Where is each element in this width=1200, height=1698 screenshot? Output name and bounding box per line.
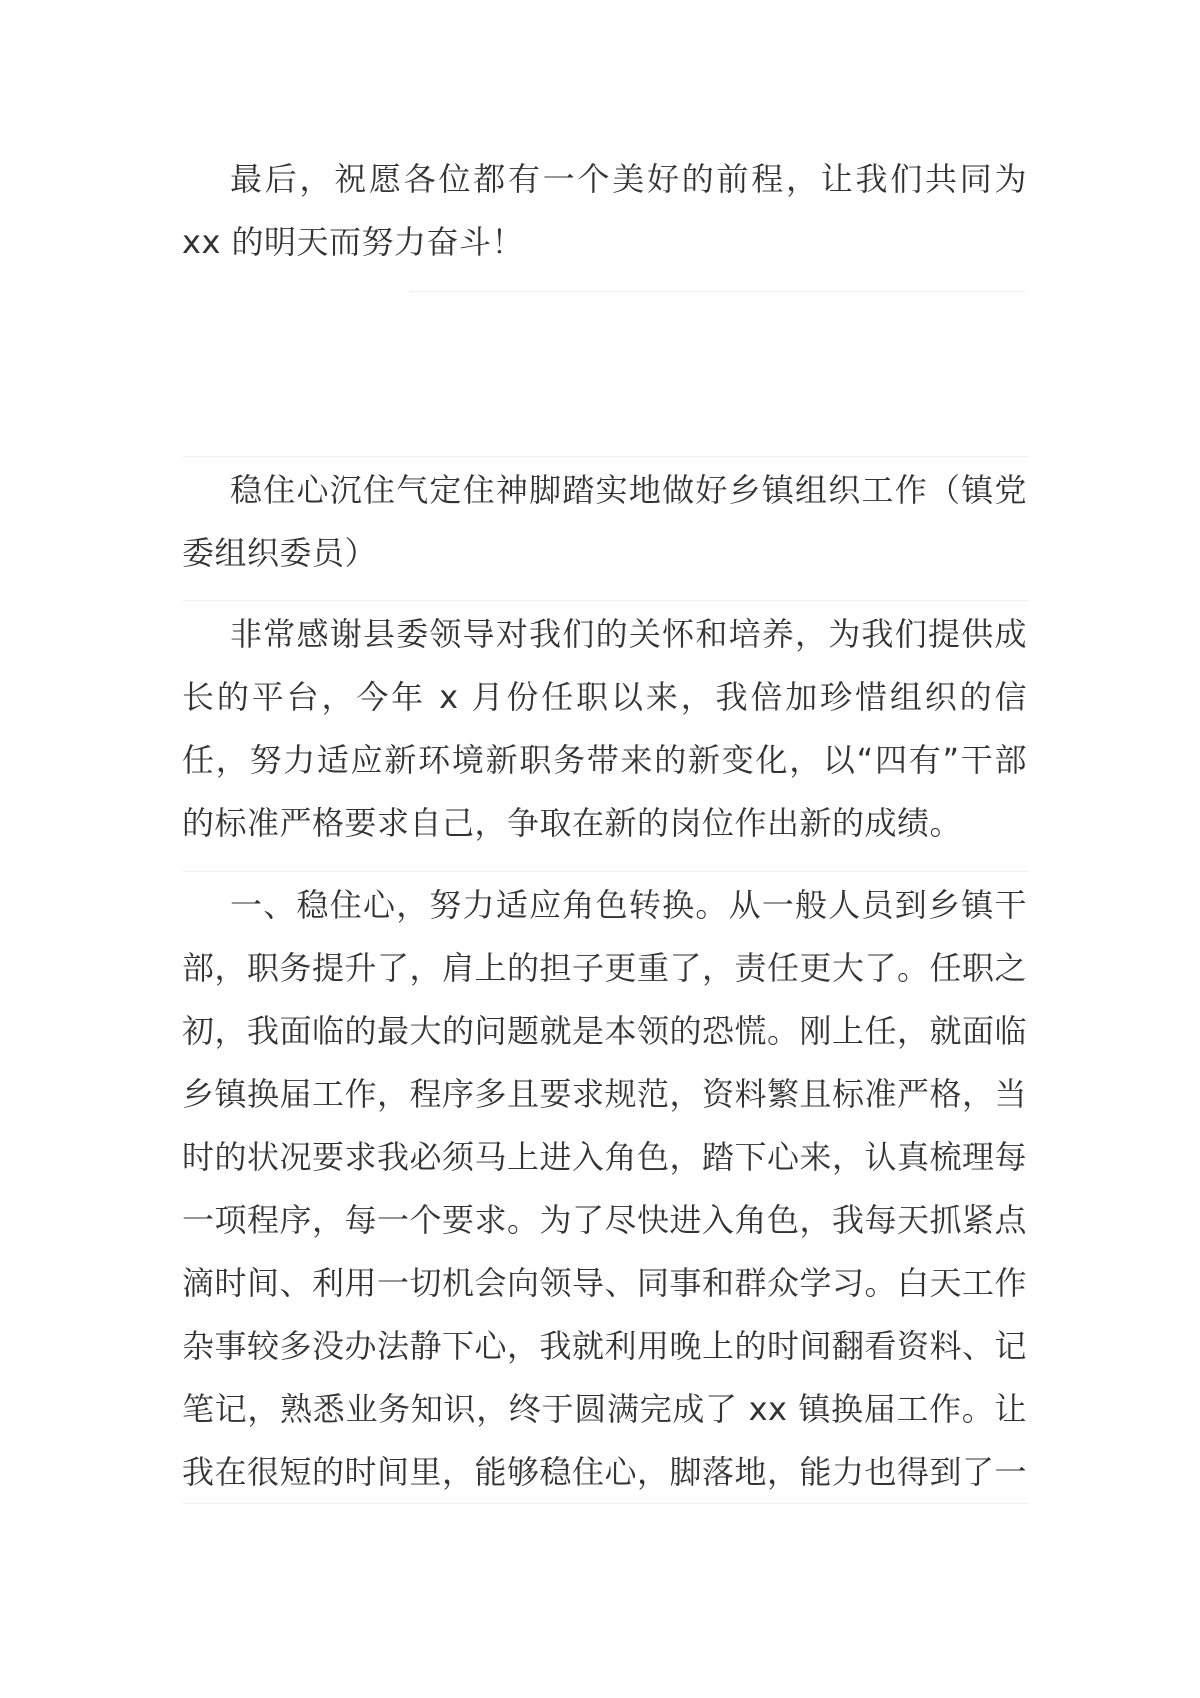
intro-paragraph: 非常感谢县委领导对我们的关怀和培养，为我们提供成长的平台，今年 x 月份任职以来，我倍加珍惜组织的信任，努力适应新环境新职务带来的新变化，以“四有”干部的标准严格要求自己，争取在新的岗位作出新的成绩。 xyxy=(182,615,1027,842)
dotted-rule xyxy=(182,600,1027,601)
body-paragraph: 一、稳住心，努力适应角色转换。从一般人员到乡镇干部，职务提升了，肩上的担子更重了，责任更大了。任职之初，我面临的最大的问题就是本领的恐慌。刚上任，就面临乡镇换届工作，程序多且要求规范，资料繁且标准严格，当时的状况要求我必须马上进入角色，踏下心来，认真梳理每一项程序，每一个要求。为了尽快进入角色，我每天抓紧点滴时间、利用一切机会向领导、同事和群众学习。白天工作杂事较多没办法静下心，我就利用晚上的时间翻看资料、记笔记，熟悉业务知识，终于圆满完成了 xx 镇换届工作。让我在很短的时间里，能够稳住心，脚落地，能力也得到了一 xyxy=(182,886,1028,1491)
closing-paragraph: 最后，祝愿各位都有一个美好的前程，让我们共同为 xx 的明天而努力奋斗！ xyxy=(182,160,1027,261)
dotted-rule xyxy=(410,291,1025,292)
dotted-rule xyxy=(182,456,1027,457)
section-title: 稳住心沉住气定住神脚踏实地做好乡镇组织工作（镇党委组织委员） xyxy=(182,471,1027,572)
dotted-rule xyxy=(182,871,1027,872)
dotted-rule xyxy=(182,1503,1027,1504)
